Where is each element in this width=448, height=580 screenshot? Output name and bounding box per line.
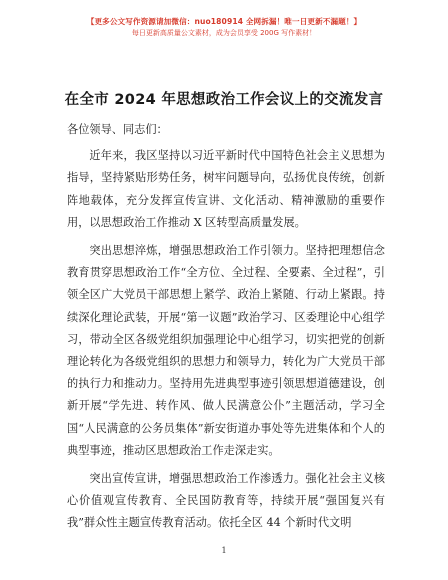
page-number: 1 <box>221 546 227 555</box>
promo-banner-line-2: 每日更新高质量公文素材，成为会员享受 200G 写作素材！ <box>131 29 317 37</box>
salutation: 各位领导、同志们： <box>67 123 168 136</box>
paragraph-publicity: 突出宣传宣讲，增强思想政治工作渗透力。强化社会主义核心价值观宣传教育、全民国防教育等，持续开展“强国复兴有我”群众性主题宣传教育活动。依托全区 44 个新时代文明 <box>67 472 385 530</box>
promo-banner-line-1: 【更多公文写作资源请加微信：nuo180914 全网拆漏！唯一日更新不漏题！】 <box>86 17 362 26</box>
promo-banner <box>0 16 448 39</box>
document-title: 在全市 2024 年思想政治工作会议上的交流发言 <box>64 92 384 108</box>
document-body <box>67 119 385 541</box>
paragraph-intro: 近年来，我区坚持以习近平新时代中国特色社会主义思想为指导，坚持紧贴形势任务，树牢问题导向，弘扬优良传统，创新阵地载体，充分发挥宣传宣讲、文化活动、精神激励的重要作用，以思想政治工作推动 X 区转型高质量发展。 <box>67 149 385 229</box>
paragraph-ideological-tempering: 突出思想淬炼，增强思想政治工作引领力。坚持把理想信念教育贯穿思想政治工作“全方位、全过程、全要素、全过程”，引领全区广大党员干部思想上紧学、政治上紧随、行动上紧跟。持续深化理论武装，开展“第一议题”政治学习、区委理论中心组学习，带动全区各级党组织加强理论中心组学习，切实把党的创新理论转化为各级党组织的思想力和领导力，转化为广大党员干部的执行力和推动力。坚持用先进典型事迹引领思想道德建设，创新开展“学先进、转作风、做人民满意公仆”主题活动，学习全国“人民满意的公务员集体”新安街道办事处等先进集体和个人的典型事迹，推动区思想政治工作走深走实。 <box>67 244 385 457</box>
